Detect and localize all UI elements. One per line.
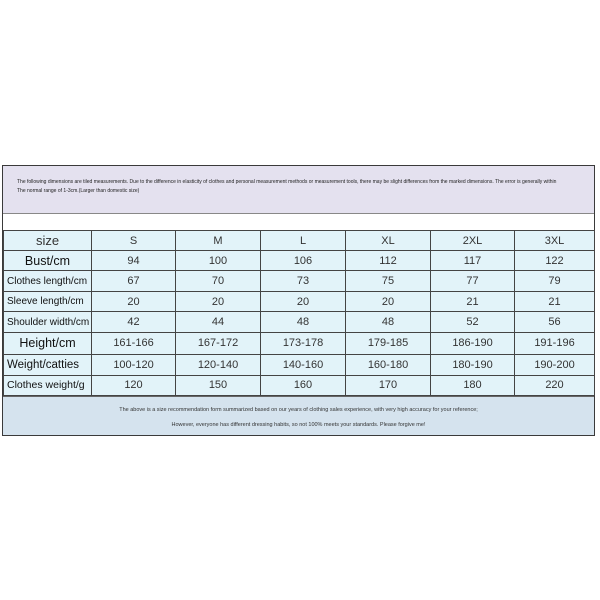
table-cell: 21 bbox=[431, 292, 515, 312]
size-col-3xl: 3XL bbox=[515, 231, 595, 251]
table-cell: 179-185 bbox=[346, 332, 431, 354]
table-cell: 48 bbox=[346, 312, 431, 332]
table-cell: 79 bbox=[515, 271, 595, 292]
table-cell: 191-196 bbox=[515, 332, 595, 354]
recommendation-footer bbox=[3, 396, 594, 435]
table-cell: 120-140 bbox=[176, 354, 261, 375]
table-cell: 180-190 bbox=[431, 354, 515, 375]
table-cell: 170 bbox=[346, 375, 431, 395]
table-cell: 20 bbox=[92, 292, 176, 312]
table-cell: 20 bbox=[346, 292, 431, 312]
table-cell: 44 bbox=[176, 312, 261, 332]
table-cell: 100 bbox=[176, 251, 261, 271]
table-row bbox=[4, 271, 595, 292]
size-chart-card bbox=[2, 165, 595, 436]
table-cell: 75 bbox=[346, 271, 431, 292]
notice-line-1: The following dimensions are tiled measurements. Due to the difference in elasticity of clothes and personal measurement methods or measurement tools, there may be slight differences from the marked dimensions. The error is generally within bbox=[17, 179, 557, 185]
table-row bbox=[4, 332, 595, 354]
row-label-height: Height/cm bbox=[4, 332, 92, 354]
footer-line-2: However, everyone has different dressing habits, so not 100% meets your standards. Please forgive me! bbox=[171, 422, 426, 428]
table-cell: 20 bbox=[176, 292, 261, 312]
size-col-xl: XL bbox=[346, 231, 431, 251]
size-col-2xl: 2XL bbox=[431, 231, 515, 251]
row-label-sleeve-length: Sleeve length/cm bbox=[4, 292, 92, 312]
size-col-m: M bbox=[176, 231, 261, 251]
table-cell: 186-190 bbox=[431, 332, 515, 354]
table-cell: 52 bbox=[431, 312, 515, 332]
table-row bbox=[4, 312, 595, 332]
row-label-weight: Weight/catties bbox=[4, 354, 92, 375]
table-row bbox=[4, 354, 595, 375]
table-cell: 140-160 bbox=[261, 354, 346, 375]
measurement-notice bbox=[3, 166, 594, 214]
size-col-l: L bbox=[261, 231, 346, 251]
table-cell: 70 bbox=[176, 271, 261, 292]
table-row bbox=[4, 251, 595, 271]
table-cell: 161-166 bbox=[92, 332, 176, 354]
table-cell: 180 bbox=[431, 375, 515, 395]
table-cell: 150 bbox=[176, 375, 261, 395]
table-cell: 73 bbox=[261, 271, 346, 292]
table-cell: 220 bbox=[515, 375, 595, 395]
table-cell: 48 bbox=[261, 312, 346, 332]
footer-line-1: The above is a size recommendation form summarized based on our years of clothing sales experience, with very high accuracy for your reference; bbox=[119, 407, 478, 413]
table-cell: 190-200 bbox=[515, 354, 595, 375]
notice-line-2: The normal range of 1-3cm.(Larger than domestic size) bbox=[17, 188, 140, 194]
table-cell: 160 bbox=[261, 375, 346, 395]
row-label-shoulder-width: Shoulder width/cm bbox=[4, 312, 92, 332]
size-table bbox=[3, 230, 595, 396]
table-cell: 21 bbox=[515, 292, 595, 312]
table-row bbox=[4, 292, 595, 312]
table-cell: 122 bbox=[515, 251, 595, 271]
table-cell: 100-120 bbox=[92, 354, 176, 375]
size-header-label: size bbox=[4, 231, 92, 251]
table-cell: 120 bbox=[92, 375, 176, 395]
table-cell: 160-180 bbox=[346, 354, 431, 375]
table-cell: 20 bbox=[261, 292, 346, 312]
table-cell: 42 bbox=[92, 312, 176, 332]
row-label-clothes-weight: Clothes weight/g bbox=[4, 375, 92, 395]
row-label-clothes-length: Clothes length/cm bbox=[4, 271, 92, 292]
size-header-row bbox=[4, 231, 595, 251]
table-cell: 112 bbox=[346, 251, 431, 271]
table-cell: 94 bbox=[92, 251, 176, 271]
table-row bbox=[4, 375, 595, 395]
table-cell: 167-172 bbox=[176, 332, 261, 354]
table-cell: 106 bbox=[261, 251, 346, 271]
row-label-bust: Bust/cm bbox=[4, 251, 92, 271]
table-cell: 173-178 bbox=[261, 332, 346, 354]
table-cell: 67 bbox=[92, 271, 176, 292]
table-cell: 117 bbox=[431, 251, 515, 271]
table-cell: 77 bbox=[431, 271, 515, 292]
size-col-s: S bbox=[92, 231, 176, 251]
table-cell: 56 bbox=[515, 312, 595, 332]
